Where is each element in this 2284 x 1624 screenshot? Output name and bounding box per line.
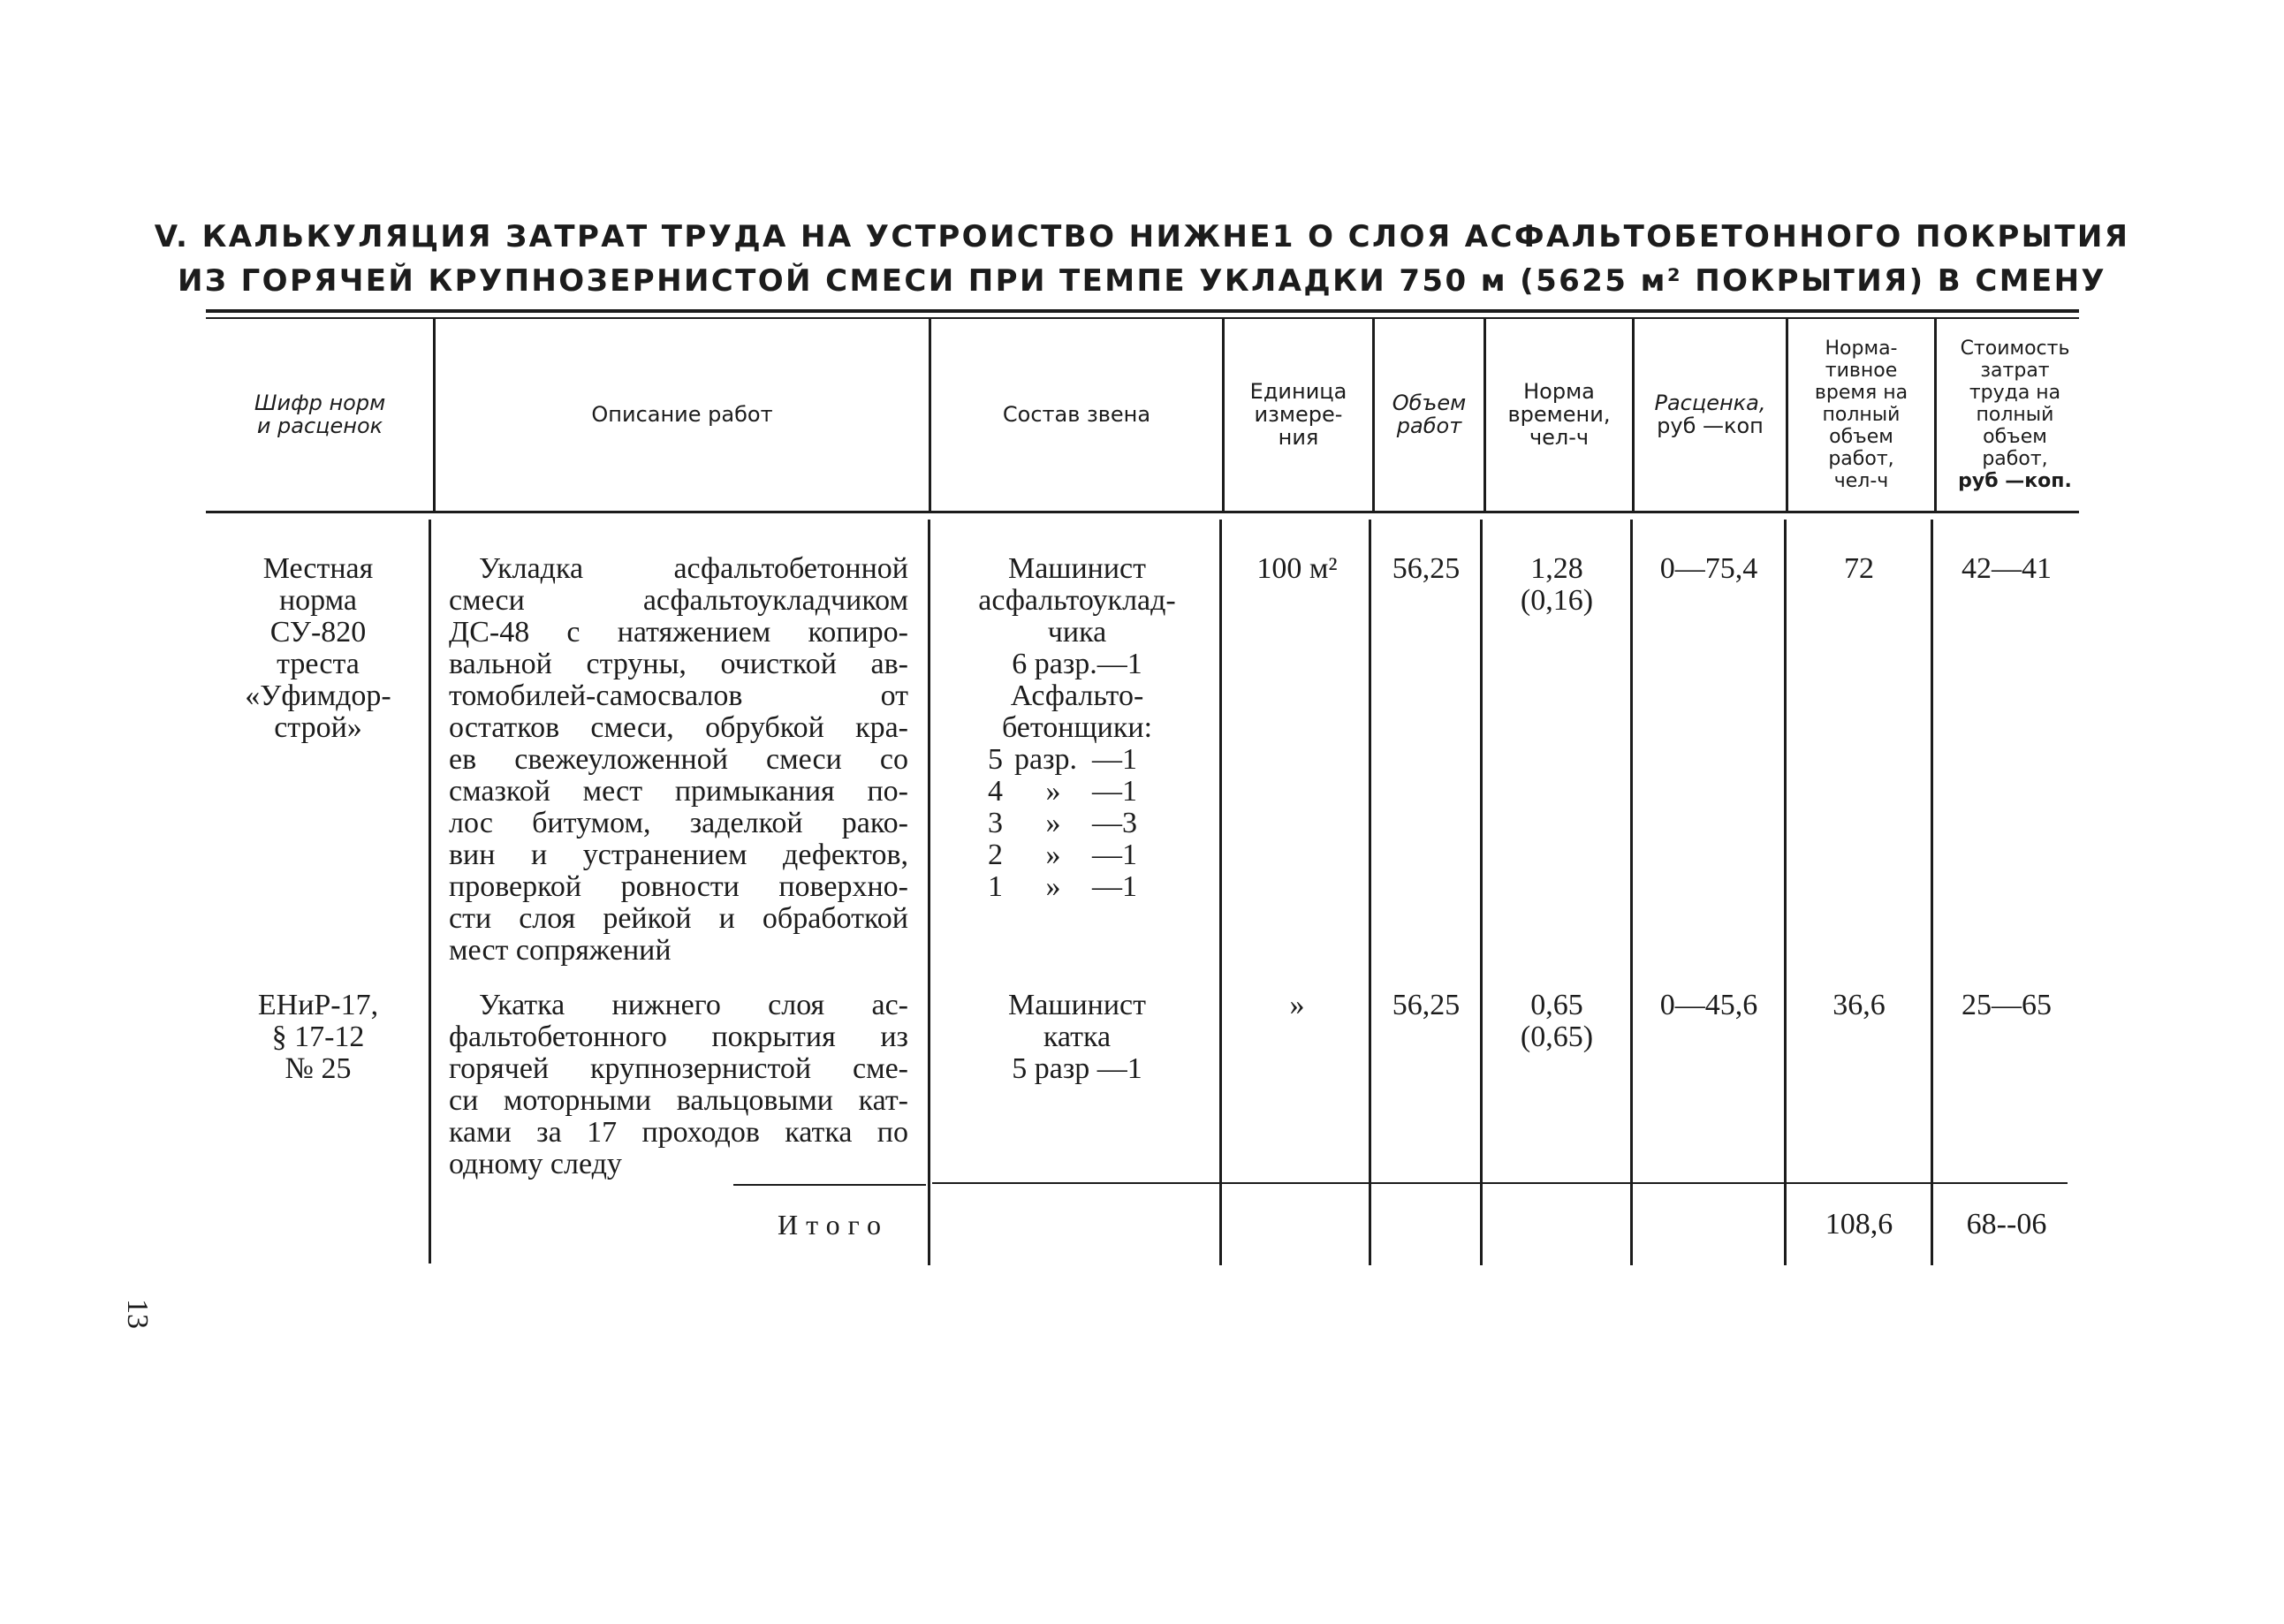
page-number: 13 bbox=[121, 1299, 154, 1329]
page-title-line-1: V. КАЛЬКУЛЯЦИЯ ЗАТРАТ ТРУДА НА УСТРОИСТВО НИЖНЕ1 О СЛОЯ АСФАЛЬТОБЕТОННОГО ПОКРЫТИЯ bbox=[154, 219, 2130, 254]
body-divider bbox=[1369, 520, 1371, 1265]
crew-grade-line: 2 » —1 bbox=[988, 839, 1137, 871]
crew-grade-line: 1 » —1 bbox=[988, 870, 1137, 903]
header-divider bbox=[1786, 319, 1788, 511]
column-header-total-time: Норма- тивное время на полный объем работ, чел-ч bbox=[1814, 337, 1908, 492]
table-top-rule-thin bbox=[206, 317, 2079, 319]
row-2-description: Укатка нижнего слоя ас- фальтобетонного покрытия из горячей крупнозернистой сме- си моторными вальцовыми кат- ками за 17 проходов катка по одному следу bbox=[449, 989, 908, 1180]
total-rule-left bbox=[733, 1184, 926, 1186]
column-header-crew: Состав звена bbox=[1002, 402, 1151, 427]
row-2-code: ЕНиР-17, § 17-12 № 25 bbox=[257, 989, 379, 1085]
body-divider bbox=[429, 520, 431, 1264]
row-1-description: Укладка асфальтобетонной смеси асфальтоукладчиком ДС-48 с натяжением копиро- вальной струны, очисткой ав- томобилей-самосвалов от остатков смеси, обрубкой кра- ев свежеуложенной смеси со смазкой мест примыкания по- лос битумом, заделкой рако- вин и устранением дефектов, проверкой ровности поверхно- сти слоя рейкой и обработкой мест сопряжений bbox=[449, 552, 908, 967]
column-header-total-cost: Стоимость затрат труда на полный объем работ, руб —коп. bbox=[1958, 337, 2072, 492]
row-1-total-cost: 42—41 bbox=[1962, 552, 2052, 585]
body-divider bbox=[1630, 520, 1633, 1265]
column-header-unit: Единица измере- ния bbox=[1249, 379, 1347, 450]
row-2-crew: Машинист катка 5 разр —1 bbox=[1007, 989, 1147, 1085]
table-top-rule bbox=[206, 309, 2079, 313]
body-divider bbox=[1931, 520, 1933, 1265]
header-divider bbox=[929, 319, 931, 511]
row-2-norm-time: 0,65 (0,65) bbox=[1520, 989, 1594, 1053]
crew-grade-line: 4 » —1 bbox=[988, 775, 1137, 808]
column-header-norm-time: Норма времени, чел-ч bbox=[1507, 379, 1611, 450]
row-2-total-cost: 25—65 bbox=[1962, 989, 2052, 1021]
header-divider bbox=[1372, 319, 1375, 511]
header-divider bbox=[1632, 319, 1635, 511]
body-divider bbox=[1480, 520, 1483, 1265]
row-2-total-time: 36,6 bbox=[1833, 989, 1886, 1021]
column-header-rate: Расценка, руб —коп bbox=[1654, 391, 1766, 438]
row-2-unit: » bbox=[1289, 989, 1305, 1021]
header-divider bbox=[1222, 319, 1225, 511]
row-1-norm-time: 1,28 (0,16) bbox=[1520, 552, 1594, 617]
total-rule-right bbox=[932, 1182, 2068, 1184]
page-title-line-2: ИЗ ГОРЯЧЕЙ КРУПНОЗЕРНИСТОЙ СМЕСИ ПРИ ТЕМПЕ УКЛАДКИ 750 м (5625 м² ПОКРЫТИЯ) В СМЕНУ bbox=[177, 263, 2107, 299]
header-divider bbox=[1483, 319, 1486, 511]
crew-grade-line: 3 » —3 bbox=[988, 807, 1137, 839]
header-divider bbox=[433, 319, 436, 511]
row-1-volume: 56,25 bbox=[1392, 552, 1461, 585]
body-divider bbox=[928, 520, 930, 1265]
row-2-volume: 56,25 bbox=[1392, 989, 1461, 1021]
body-divider bbox=[1784, 520, 1787, 1265]
row-1-crew: Машинист асфальтоуклад- чика 6 разр.—1 Асфальто- бетонщики: bbox=[978, 552, 1176, 744]
header-bottom-rule bbox=[206, 511, 2079, 513]
header-divider bbox=[1934, 319, 1937, 511]
row-2-rate: 0—45,6 bbox=[1659, 989, 1758, 1021]
body-divider bbox=[1219, 520, 1222, 1265]
total-label: Итого bbox=[778, 1209, 889, 1241]
row-1-code: Местная норма СУ-820 треста «Уфимдор- строй» bbox=[245, 552, 391, 744]
column-header-volume: Объем работ bbox=[1392, 391, 1467, 438]
row-1-unit: 100 м² bbox=[1256, 552, 1338, 585]
row-1-total-time: 72 bbox=[1844, 552, 1874, 585]
column-header-description: Описание работ bbox=[591, 402, 773, 427]
row-1-rate: 0—75,4 bbox=[1659, 552, 1758, 585]
row-1-crew-grades bbox=[988, 744, 1182, 903]
total-cost: 68--06 bbox=[1966, 1208, 2047, 1241]
total-time: 108,6 bbox=[1825, 1208, 1893, 1241]
crew-grade-line: 5 разр. —1 bbox=[988, 743, 1137, 776]
column-header-code: Шифр норм и расценок bbox=[254, 391, 386, 438]
